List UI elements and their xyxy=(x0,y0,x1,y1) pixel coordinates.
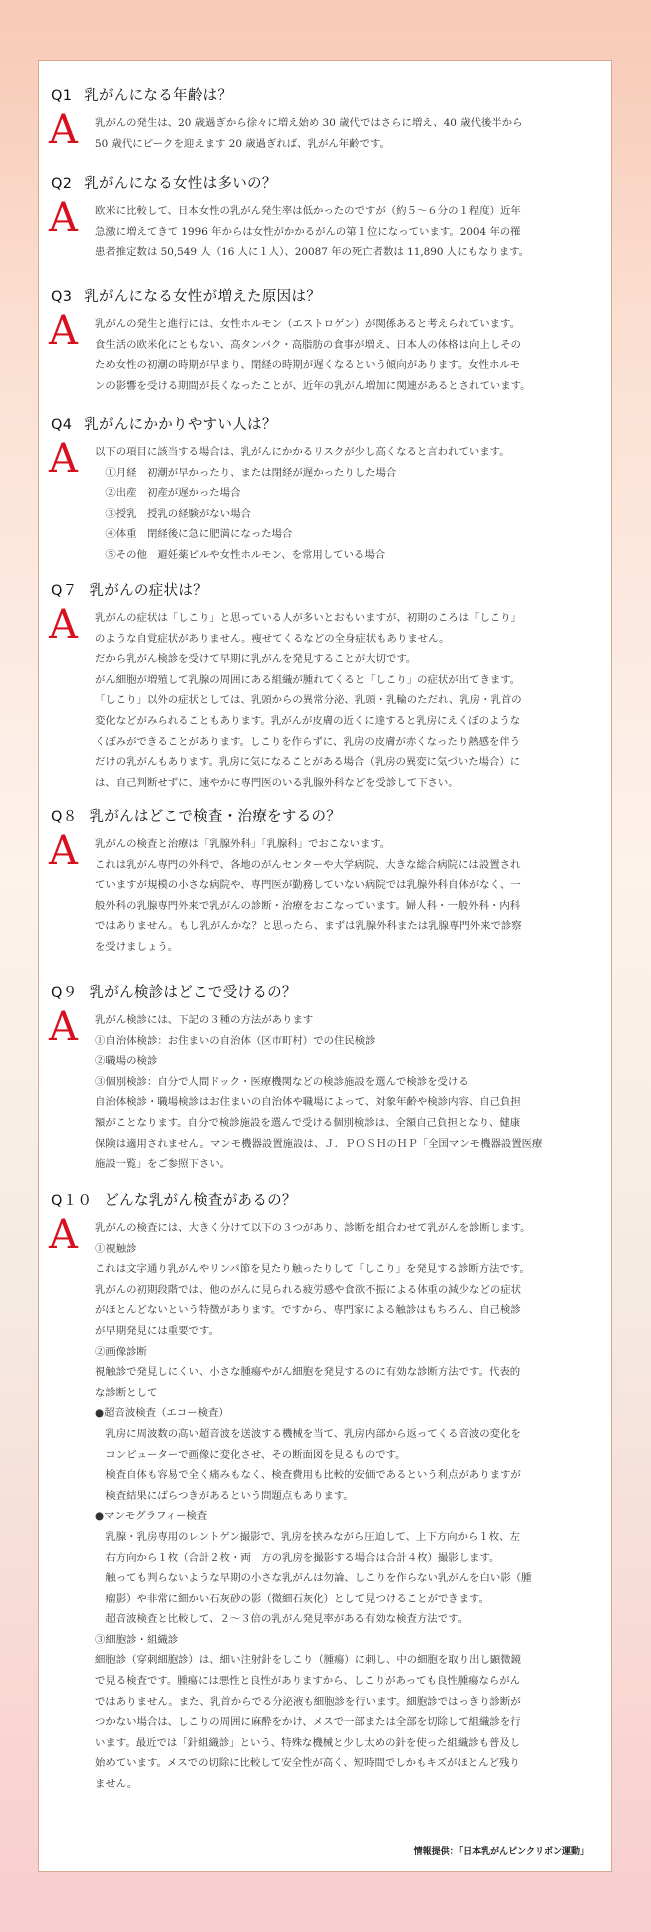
answer-line: 以下の項目に該当する場合は、乳がんにかかるリスクが少し高くなると言われています。 xyxy=(95,446,510,458)
answer-text xyxy=(95,834,597,958)
answer-text xyxy=(95,1218,597,1795)
answer-line: 乳がん検診には、下記の３種の方法があります xyxy=(95,1014,314,1026)
answer-mark: A xyxy=(49,1004,78,1050)
question-heading xyxy=(51,413,597,434)
question-number: Q７ xyxy=(51,583,78,599)
answer-line: 50 歳代にピークを迎えます 20 歳過ぎれば、乳がん年齢です。 xyxy=(95,137,390,150)
answer-line: がほとんどないという特徴があります。ですから、専門家による触診はもちろん、自己検診 xyxy=(95,1304,521,1317)
question-heading xyxy=(51,579,597,600)
answer-line: コンピューターで画像に変化させ、その断面図を見るものです。 xyxy=(95,1448,406,1461)
answer-line: ため女性の初潮の時期が早まり、閉経の時期が遅くなるという傾向があります。女性ホルモ xyxy=(95,359,521,372)
answer-text xyxy=(95,1010,597,1175)
question-text: 乳がんになる年齢は？ xyxy=(84,88,233,104)
answer-block xyxy=(49,436,597,566)
answer-line: な診断として xyxy=(95,1386,158,1399)
source-credit: 情報提供：「日本乳がんピンクリボン運動」 xyxy=(413,1847,589,1857)
answer-line: 般外科の乳腺専門外来で乳がんの診断・治療をおこなっています。婦人科・一般外科・内科 xyxy=(95,899,521,912)
answer-text xyxy=(95,113,597,154)
answer-line: ではありません。また、乳首からでる分泌液も細胞診を行います。細胞診ではっきり診断が xyxy=(95,1695,521,1708)
answer-line: 超音波検査と比較して、２～３倍の乳がん発見率がある有効な検査方法です。 xyxy=(95,1613,469,1626)
answer-line: 乳房に周波数の高い超音波を送波する機械を当て、乳房内部から返ってくる音波の変化を xyxy=(95,1427,521,1440)
question-number: Q3 xyxy=(51,289,73,305)
answer-line: 急激に増えてきて 1996 年からは女性がかかるがんの第１位になっています。2004 年の罹 xyxy=(95,225,521,238)
answer-line: 乳がんの発生は、20 歳過ぎから徐々に増え始め 30 歳代ではさらに増え、40 歳代後半から xyxy=(95,117,523,129)
answer-line: 瘤影）や非常に細かい石灰砂の影（微細石灰化）として見つけることができます。 xyxy=(95,1592,490,1605)
faq-item xyxy=(51,172,597,263)
answer-mark: A xyxy=(49,195,78,241)
answer-line: ②出産 初産が遅かった場合 xyxy=(95,487,241,500)
answer-text xyxy=(95,608,597,793)
answer-line: ①自治体検診：お住まいの自治体（区市町村）での住民検診 xyxy=(95,1034,376,1047)
answer-line: これは文字通り乳がんやリンパ節を見たり触ったりして「しこり」を発見する診断方法です。 xyxy=(95,1263,530,1276)
answer-line: 触っても判らないような早期の小さな乳がんは勿論、しこりを作らない乳がんを白い影（腫 xyxy=(95,1572,532,1585)
answer-line: のような自覚症状がありません。痩せてくるなどの全身症状もありません。 xyxy=(95,632,450,645)
answer-line: ②画像診断 xyxy=(95,1345,147,1358)
answer-line: 右方向から１枚（合計２枚・両 方の乳房を撮影する場合は合計４枚）撮影します。 xyxy=(95,1551,500,1564)
answer-line: ていますが規模の小さな病院や、専門医が勤務していない病院では乳腺外科自体がなく、一 xyxy=(95,879,521,892)
question-text: どんな乳がん検査があるの？ xyxy=(104,1193,297,1209)
question-heading xyxy=(51,84,597,105)
answer-block xyxy=(49,107,597,154)
answer-mark: A xyxy=(49,308,78,354)
faq-item xyxy=(51,413,597,566)
question-number: Q1 xyxy=(51,88,73,104)
question-number: Q2 xyxy=(51,176,73,192)
question-heading xyxy=(51,981,597,1002)
answer-line: で見る検査です。腫瘍には悪性と良性がありますから、しこりがあっても良性腫瘍ならがん xyxy=(95,1675,521,1688)
answer-line: 乳がんの検査と治療は「乳腺外科」「乳腺科」でおこないます。 xyxy=(95,838,391,850)
answer-line: ③授乳 授乳の経験がない場合 xyxy=(95,507,251,520)
answer-line: 細胞診（穿刺細胞診）は、細い注射針をしこり（腫瘍）に刺し、中の細胞を取り出し顕微鏡 xyxy=(95,1654,522,1667)
answer-line: 施設一覧」をご参照下さい。 xyxy=(95,1158,231,1171)
answer-mark: A xyxy=(49,828,78,874)
question-text: 乳がんにかかりやすい人は？ xyxy=(84,417,277,433)
answer-line: だから乳がん検診を受けて早期に乳がんを発見することが大切です。 xyxy=(95,653,417,666)
faq-card xyxy=(38,60,612,1872)
question-heading xyxy=(51,1189,597,1210)
question-heading xyxy=(51,285,597,306)
answer-line: 検査結果にばらつきがあるという問題点もあります。 xyxy=(95,1489,354,1502)
answer-line: を受けましょう。 xyxy=(95,940,179,953)
answer-line: 検査自体も容易で全く痛みもなく、検査費用も比較的安価であるという利点がありますが xyxy=(95,1469,521,1482)
answer-line: ではありません。もし乳がんかな？と思ったら、まずは乳腺外科または乳腺専門外来で診察 xyxy=(95,920,522,933)
answer-line: つかない場合は、しこりの周囲に麻酔をかけ、メスで一部または全部を切除して組織診を行 xyxy=(95,1716,521,1729)
answer-line: 乳腺・乳房専用のレントゲン撮影で、乳房を挟みながら圧迫して、上下方向から１枚、左 xyxy=(95,1530,520,1543)
answer-block xyxy=(49,308,597,396)
question-text: 乳がんになる女性が増えた原因は？ xyxy=(84,289,322,305)
answer-line: 乳がんの発生と進行には、女性ホルモン（エストロゲン）が関係あると考えられています。 xyxy=(95,318,520,330)
answer-mark: A xyxy=(49,602,78,648)
answer-line: ません。 xyxy=(95,1778,138,1791)
answer-line: これは乳がん専門の外科で、各地のがんセンターや大学病院、大きな総合病院には設置され xyxy=(95,858,521,871)
answer-mark: A xyxy=(49,436,78,482)
question-text: 乳がんの症状は？ xyxy=(89,583,208,599)
answer-line: 乳がんの症状は「しこり」と思っている人が多いとおもいますが、初期のころは「しこり」 xyxy=(95,612,522,624)
answer-line: ④体重 閉経後に急に肥満になった場合 xyxy=(95,528,293,541)
question-text: 乳がんはどこで検査・治療をするの？ xyxy=(89,809,342,825)
faq-item xyxy=(51,1189,597,1795)
answer-line: 「しこり」以外の症状としては、乳頭からの異常分泌、乳頭・乳輪のただれ、乳房・乳首の xyxy=(95,694,522,707)
answer-line: 始めています。メスでの切除に比較して安全性が高く、短時間でしかもキズがほとんど残り xyxy=(95,1757,520,1770)
answer-line: 額がことなります。自分で検診施設を選んで受ける個別検診は、全額自己負担となり、健康 xyxy=(95,1116,521,1129)
answer-line: は、自己判断せずに、速やかに専門医のいる乳腺外科などを受診して下さい。 xyxy=(95,776,459,789)
question-number: Q１０ xyxy=(51,1193,93,1209)
answer-line: 視触診で発見しにくい、小さな腫瘍やがん細胞を発見するのに有効な診断方法です。代表的 xyxy=(95,1366,521,1379)
faq-item xyxy=(51,805,597,958)
answer-line: 食生活の欧米化にともない、高タンパク・高脂肪の食事が増え、日本人の体格は向上しその xyxy=(95,338,521,351)
answer-block xyxy=(49,1212,597,1795)
answer-line: ②職場の検診 xyxy=(95,1055,158,1068)
answer-line: ①月経 初潮が早かったり、または閉経が遅かったりした場合 xyxy=(95,466,397,479)
question-text: 乳がん検診はどこで受けるの？ xyxy=(89,985,297,1001)
answer-line: 保険は適用されません。マンモ機器設置施設は、Ｊ．ＰＯＳＨのＨＰ「全国マンモ機器設置医療 xyxy=(95,1137,543,1150)
answer-block xyxy=(49,1004,597,1175)
answer-text xyxy=(95,201,597,263)
answer-line: ンの影響を受ける期間が長くなったことが、近年の乳がん増加に関連があるとされています。 xyxy=(95,379,531,392)
answer-mark: A xyxy=(49,107,78,153)
answer-line: 乳がんの検査には、大きく分けて以下の３つがあり、診断を組合わせて乳がんを診断します。 xyxy=(95,1222,531,1234)
answer-line: 欧米に比較して、日本女性の乳がん発生率は低かったのですが（約５～６分の１程度）近年 xyxy=(95,205,521,217)
answer-text xyxy=(95,442,597,566)
answer-line: ⑤その他 避妊薬ピルや女性ホルモン、を常用している場合 xyxy=(95,548,386,561)
answer-line: 患者推定数は 50,549 人（16 人に１人）、20087 年の死亡者数は 11,890 人にもなります。 xyxy=(95,246,530,259)
answer-line: ③個別検診：自分で人間ドック・医療機関などの検診施設を選んで検診を受ける xyxy=(95,1075,469,1088)
answer-line: 乳がんの初期段階では、他のがんに見られる疲労感や食欲不振による体重の減少などの症状 xyxy=(95,1283,522,1296)
answer-block xyxy=(49,195,597,263)
faq-item xyxy=(51,579,597,793)
answer-text xyxy=(95,314,597,396)
answer-line: だけの乳がんもあります。乳房に気になることがある場合（乳房の異変に気づいた場合）に xyxy=(95,756,521,769)
question-heading xyxy=(51,805,597,826)
answer-line: が早期発見には重要です。 xyxy=(95,1324,219,1337)
faq-item xyxy=(51,84,597,154)
question-text: 乳がんになる女性は多いの？ xyxy=(84,176,277,192)
answer-block xyxy=(49,828,597,958)
answer-line: ①視触診 xyxy=(95,1242,137,1255)
answer-line: います。最近では「針組織診」という、特殊な機械と少し太めの針を使った組織診も普及し xyxy=(95,1736,521,1749)
question-number: Q4 xyxy=(51,417,73,433)
answer-line: ●マンモグラフィー検査 xyxy=(95,1510,208,1523)
question-heading xyxy=(51,172,597,193)
answer-line: 自治体検診・職場検診はお住まいの自治体や職場によって、対象年齢や検診内容、自己負担 xyxy=(95,1096,521,1109)
answer-block xyxy=(49,602,597,793)
answer-line: 変化などがみられることもあります。乳がんが皮膚の近くに達すると乳房にえくぼのような xyxy=(95,714,521,727)
faq-item xyxy=(51,981,597,1175)
answer-mark: A xyxy=(49,1212,78,1258)
faq-item xyxy=(51,285,597,396)
question-number: Q９ xyxy=(51,985,78,1001)
answer-line: ③細胞診・組織診 xyxy=(95,1633,179,1646)
question-number: Q８ xyxy=(51,809,78,825)
answer-line: ●超音波検査（エコー検査） xyxy=(95,1407,229,1420)
answer-line: がん細胞が増殖して乳腺の周囲にある組織が腫れてくると「しこり」の症状が出てきます。 xyxy=(95,673,521,686)
answer-line: くぼみができることがあります。しこりを作らずに、乳房の皮膚が赤くなったり熱感を伴う xyxy=(95,735,521,748)
